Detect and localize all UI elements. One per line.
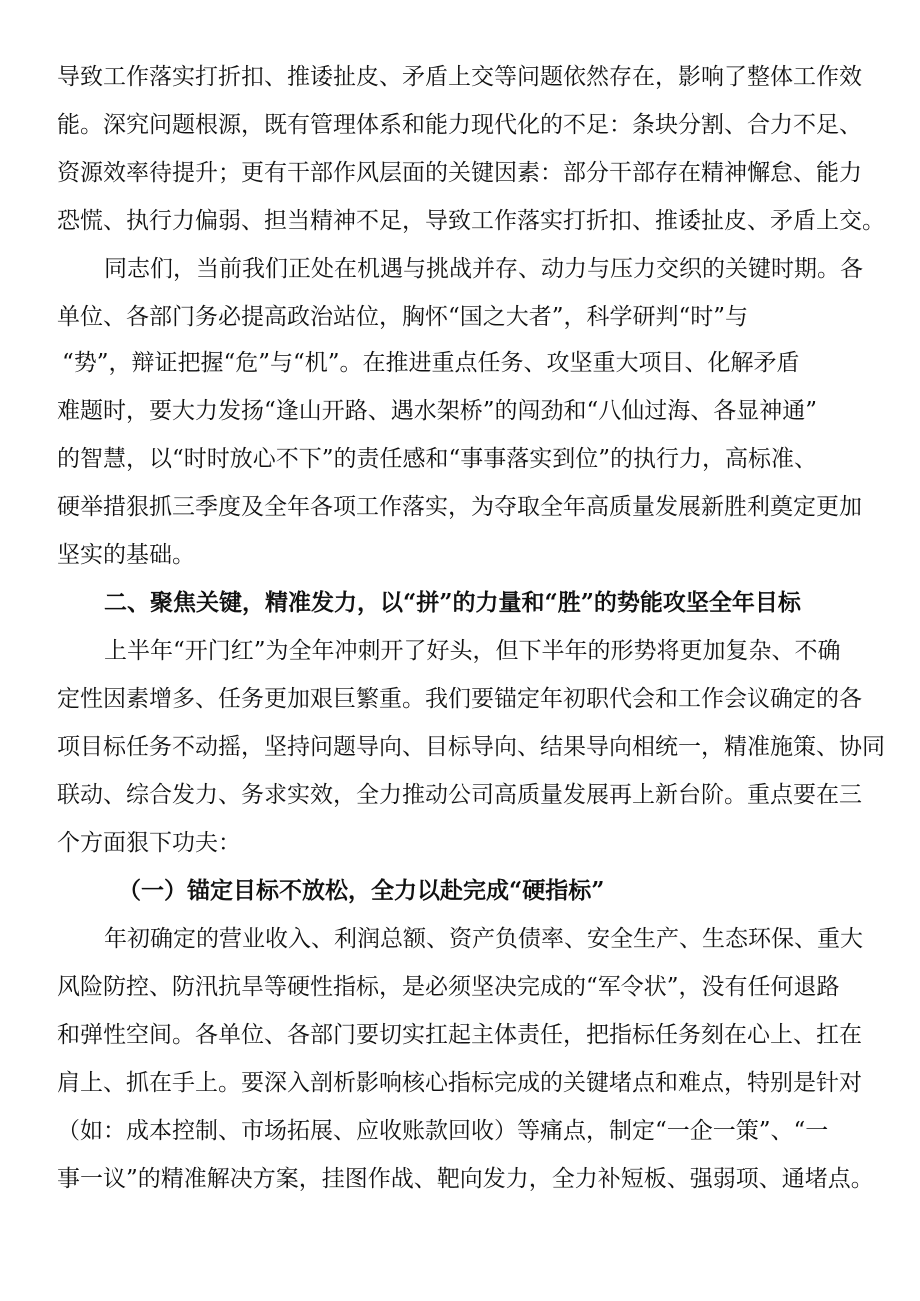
- body-text-line: 事一议”的精准解决方案，挂图作战、靶向发力，全力补短板、强弱项、通堵点。: [57, 1166, 874, 1192]
- subsection-heading: （一）锚定目标不放松，全力以赴完成“硬指标”: [118, 877, 605, 904]
- body-text-line: 个方面狠下功夫：: [57, 830, 241, 856]
- paragraph-first-line: 同志们，当前我们正处在机遇与挑战并存、动力与压力交织的关键时期。各: [104, 256, 863, 282]
- body-text-line: 联动、综合发力、务求实效，全力推动公司高质量发展再上新台阶。重点要在三: [57, 782, 862, 808]
- body-text-line: 难题时，要大力发扬“逢山开路、遇水架桥”的闯劲和“八仙过海、各显神通”: [57, 398, 818, 424]
- body-text-line: 坚实的基础。: [57, 542, 195, 568]
- body-text-line: 的智慧，以“时时放心不下”的责任感和“事事落实到位”的执行力，高标准、: [57, 446, 818, 472]
- body-text-line: “势”，辩证把握“危”与“机”。在推进重点任务、攻坚重大项目、化解矛盾: [62, 350, 800, 376]
- body-text-line: （如：成本控制、市场拓展、应收账款回收）等痛点，制定“一企一策”、“一: [57, 1118, 829, 1144]
- paragraph-first-line: 上半年“开门红”为全年冲刺开了好头，但下半年的形势将更加复杂、不确: [104, 638, 841, 664]
- body-text-line: 恐慌、执行力偏弱、担当精神不足，导致工作落实打折扣、推诿扯皮、矛盾上交。: [57, 208, 885, 234]
- paragraph-first-line: 年初确定的营业收入、利润总额、资产负债率、安全生产、生态环保、重大: [104, 926, 863, 952]
- body-text-line: 单位、各部门务必提高政治站位，胸怀“国之大者”，科学研判“时”与: [57, 304, 749, 330]
- body-text-line: 肩上、抓在手上。要深入剖析影响核心指标完成的关键堵点和难点，特别是针对: [57, 1070, 862, 1096]
- body-text-line: 硬举措狠抓三季度及全年各项工作落实，为夺取全年高质量发展新胜利奠定更加: [57, 494, 862, 520]
- body-text-line: 风险防控、防汛抗旱等硬性指标，是必须坚决完成的“军令状”，没有任何退路: [57, 974, 840, 1000]
- body-text-line: 能。深究问题根源，既有管理体系和能力现代化的不足：条块分割、合力不足、: [57, 112, 862, 138]
- body-text-line: 项目标任务不动摇，坚持问题导向、目标导向、结果导向相统一，精准施策、协同: [57, 734, 885, 760]
- body-text-line: 和弹性空间。各单位、各部门要切实扛起主体责任，把指标任务刻在心上、扛在: [57, 1022, 862, 1048]
- body-text-line: 定性因素增多、任务更加艰巨繁重。我们要锚定年初职代会和工作会议确定的各: [57, 686, 862, 712]
- section-heading: 二、聚焦关键，精准发力，以“拼”的力量和“胜”的势能攻坚全年目标: [104, 589, 801, 616]
- body-text-line: 资源效率待提升；更有干部作风层面的关键因素：部分干部存在精神懈怠、能力: [57, 160, 862, 186]
- body-text-line: 导致工作落实打折扣、推诿扯皮、矛盾上交等问题依然存在，影响了整体工作效: [57, 64, 862, 90]
